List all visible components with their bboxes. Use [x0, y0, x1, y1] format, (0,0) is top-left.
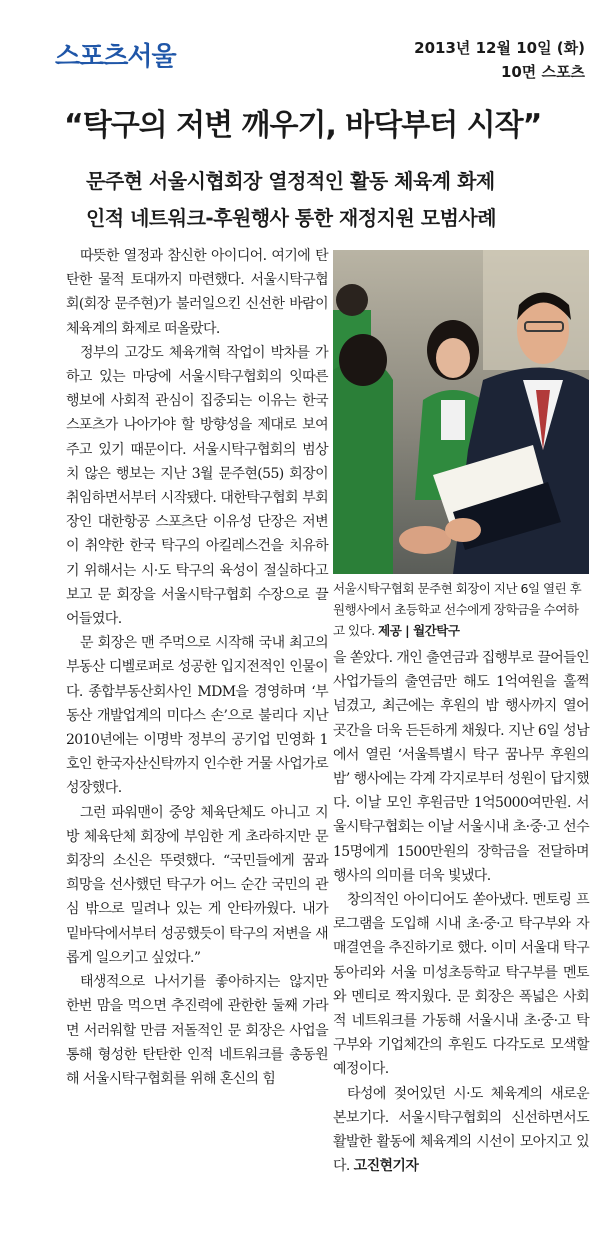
page-number: 10면 스포츠: [500, 63, 585, 81]
photo-credit: 제공 | 월간탁구: [378, 623, 460, 638]
newspaper-masthead: 스포츠서울: [55, 42, 176, 72]
photo-caption: [333, 578, 589, 641]
caption-text: 서울시탁구협회 문주현 회장이 지난 6일 열린 후원행사에서 초등학교 선수에게 장학금을 수여하고 있다.: [333, 581, 582, 638]
issue-meta: [414, 36, 585, 84]
issue-date: 2013년 12월 10일 (화): [414, 39, 585, 57]
article-column-left: [66, 244, 328, 1091]
article-photo: [333, 250, 589, 574]
headline: “탁구의 저변 깨우기, 바닥부터 시작”: [64, 108, 542, 143]
paragraph: 그런 파워맨이 중앙 체육단체도 아니고 지방 체육단체 회장에 부임한 게 초라하지만 문 회장의 소신은 뚜렷했다. “국민들에게 꿈과 희망을 선사했던 탁구가 어느 순간 국민의 관심 밖으로 밀려나 있는 게 안타까웠다. 내가 밑바닥에서부터 성공했듯이 탁구의 저변을 새롭게 일으키고 싶었다.”: [66, 804, 328, 966]
photo-illustration: [333, 250, 589, 574]
subhead-2: 인적 네트워크-후원행사 통한 재정지원 모범사례: [86, 206, 497, 230]
paragraph: 을 쏟았다. 개인 출연금과 집행부로 끌어들인 사업가들의 출연금만 해도 1억여원을 훌쩍 넘겼고, 최근에는 후원의 밤 행사까지 열어 곳간을 더욱 든든하게 채웠다. 지난 6일 성남에서 열린 ‘서울특별시 탁구 꿈나무 후원의 밤’ 행사에는 각계 각지로부터 성원이 답지했다. 이날 모인 후원금만 1억5000여만원. 서울시탁구협회는 이날 서울시내 초·중·고 선수 15명에게 1500만원의 장학금을 전달하며 행사의 의미를 더욱 빛냈다.: [333, 650, 589, 884]
paragraph-last: [333, 1082, 589, 1179]
paragraph: 따뜻한 열정과 참신한 아이디어. 여기에 탄탄한 물적 토대까지 마련했다. 서울시탁구협회(회장 문주현)가 불러일으킨 신선한 바람이 체육계의 화제로 떠올랐다.: [66, 248, 328, 337]
subhead-1: 문주현 서울시협회장 열정적인 활동 체육계 화제: [86, 169, 495, 193]
paragraph: 창의적인 아이디어도 쏟아냈다. 멘토링 프로그램을 도입해 시내 초·중·고 탁구부와 자매결연을 추진하기로 했다. 이미 서울대 탁구 동아리와 서울 미성초등학교 탁구부를 멘토와 멘티로 짝지웠다. 문 회장은 폭넓은 사회적 네트워크를 가동해 서울시내 초·중·고 탁구부와 기업체간의 후원도 다각도로 모색할 예정이다.: [333, 892, 589, 1078]
subheads: [86, 163, 596, 237]
paragraph: 문 회장은 맨 주먹으로 시작해 국내 최고의 부동산 디벨로퍼로 성공한 입지전적인 인물이다. 종합부동산회사인 MDM을 경영하며 ‘부동산 개발업계의 미다스 손’으로 불리다 지난 2010년에는 이명박 정부의 공기업 민영화 1호인 한국자산신탁까지 인수한 거물 사업가로 성장했다.: [66, 635, 328, 797]
paragraph: 정부의 고강도 체육개혁 작업이 박차를 가하고 있는 마당에 서울시탁구협회의 잇따른 행보에 사회적 관심이 집중되는 이유는 한국 스포츠가 나아가야 할 방향성을 제대로 보여주고 있기 때문이다. 서울시탁구협회의 범상치 않은 행보는 지난 3월 문주현(55) 회장이 취임하면서부터 시작됐다. 대한탁구협회 부회장인 대한항공 스포츠단 이유성 단장은 저변이 취약한 한국 탁구의 아킬레스건을 치유하기 위해서는 시·도 탁구의 육성이 절실하다고 보고 문 회장을 서울시탁구협회 수장으로 끌어들였다.: [66, 344, 328, 628]
article-column-right: [333, 646, 589, 1178]
paragraph-text: 타성에 젖어있던 시·도 체육계의 새로운 본보기다. 서울시탁구협회의 신선하면서도 활발한 활동에 체육계의 시선이 모아지고 있다.: [333, 1085, 589, 1175]
paragraph: 태생적으로 나서기를 좋아하지는 않지만 한번 맘을 먹으면 추진력에 관한한 둘째 가라면 서러워할 만큼 저돌적인 문 회장은 사업을 통해 형성한 탄탄한 인적 네트워크를 총동원해 서울시탁구협회를 위해 혼신의 힘: [66, 974, 328, 1087]
byline: 고진현기자: [353, 1158, 419, 1175]
